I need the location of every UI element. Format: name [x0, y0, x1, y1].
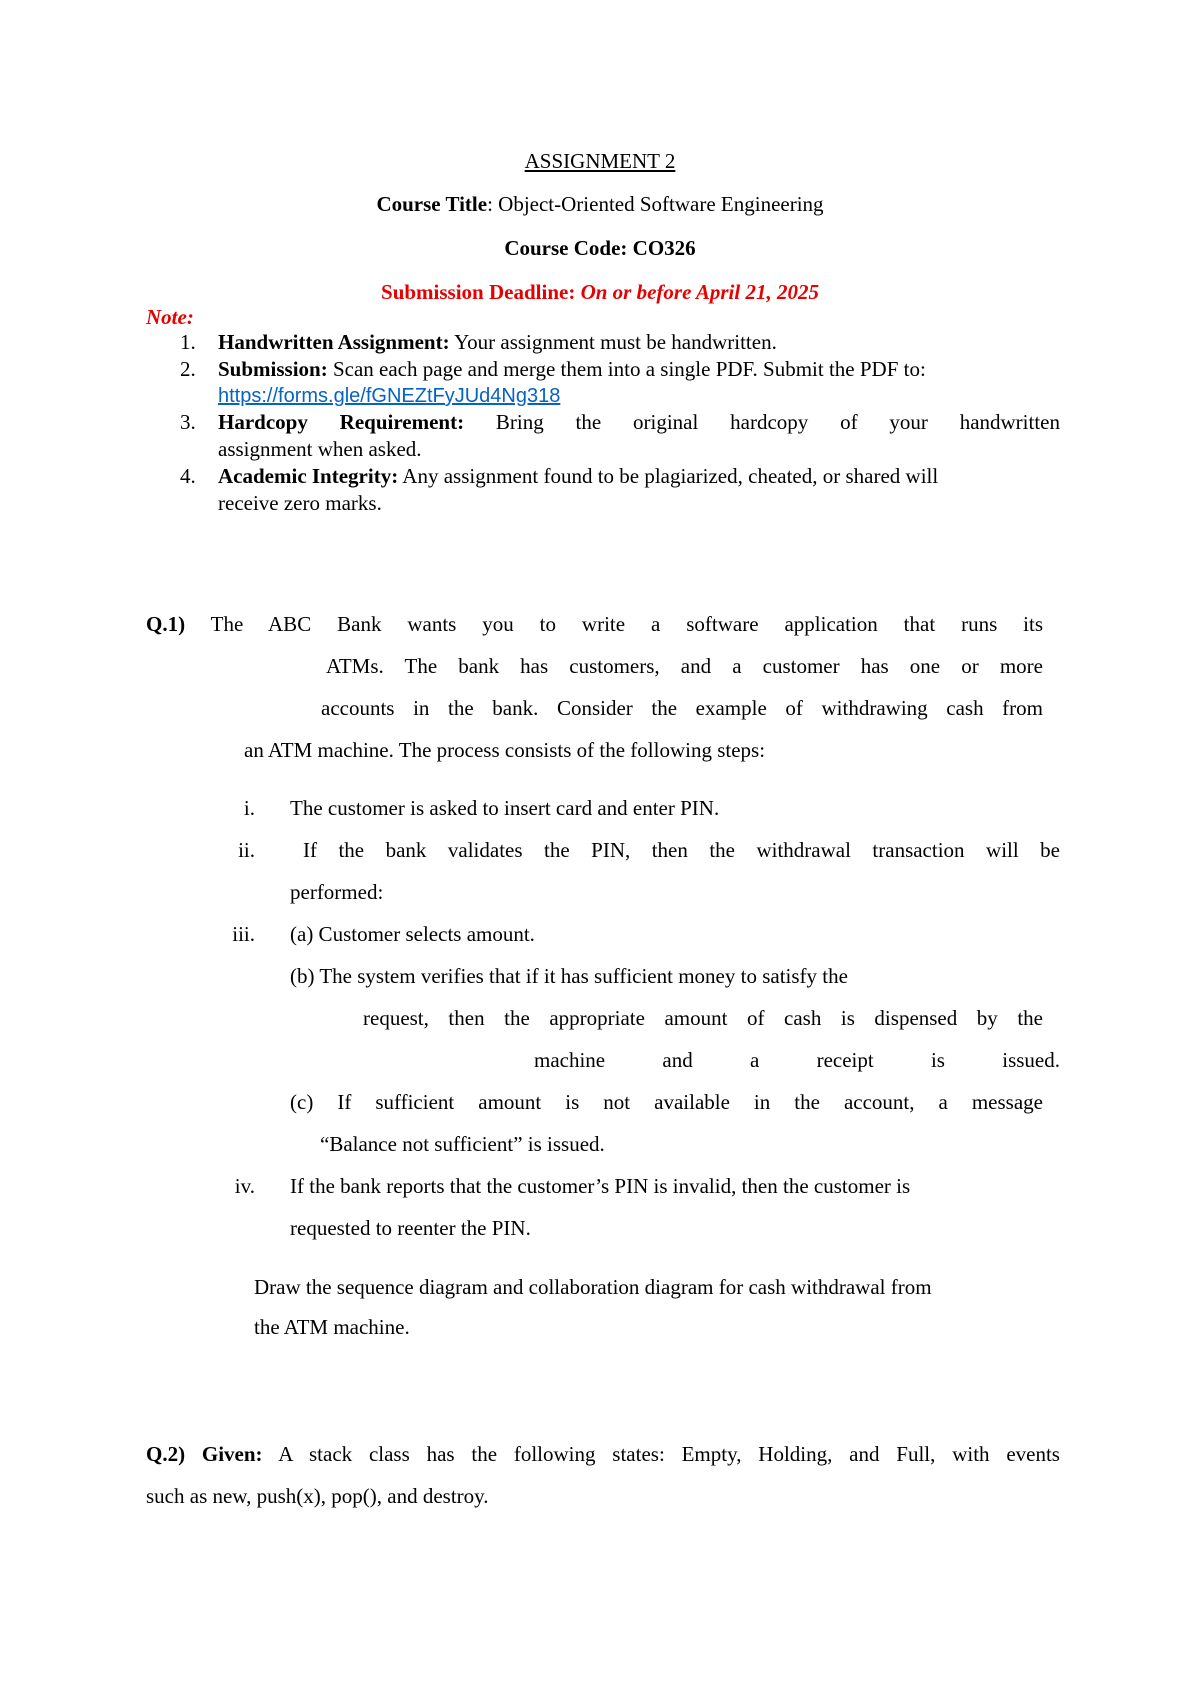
q1-intro-line3: accounts in the bank. Consider the example of withdrawing cash from: [321, 696, 1043, 720]
course-title-value: : Object-Oriented Software Engineering: [487, 192, 824, 216]
step-ii-number: ii.: [238, 838, 255, 862]
note-item-2-number: 2.: [180, 357, 196, 381]
assignment-title: ASSIGNMENT 2: [524, 149, 676, 173]
note-item-3-line1: [218, 409, 1060, 435]
course-title: [0, 191, 1200, 217]
step-iii-c-line2: “Balance not sufficient” is issued.: [320, 1132, 605, 1156]
note-item-3-number: 3.: [180, 410, 196, 434]
step-iii-number: iii.: [232, 922, 255, 946]
course-title-label: Course Title: [376, 192, 488, 216]
note-item-1-text: Your assignment must be handwritten.: [449, 330, 777, 354]
submission-deadline: [0, 279, 1200, 305]
note-item-4-line1: [218, 463, 938, 489]
step-ii-line1: If the bank validates the PIN, then the withdrawal transaction will be: [303, 838, 1060, 862]
step-iv-line2: requested to reenter the PIN.: [290, 1216, 531, 1240]
q1-intro-text-line1: The ABC Bank wants you to write a software application that runs its: [185, 612, 1043, 636]
q2-label: Q.2) Given:: [146, 1442, 263, 1466]
note-item-2-text: Scan each page and merge them into a single PDF. Submit the PDF to:: [327, 357, 926, 381]
note-item-3-label: Hardcopy Requirement:: [218, 410, 465, 434]
course-code-value: CO326: [627, 236, 696, 260]
note-label: Note:: [146, 305, 194, 329]
q2-line2: such as new, push(x), pop(), and destroy.: [146, 1484, 489, 1508]
course-code-label: Course Code:: [504, 236, 628, 260]
q2-text-line1: A stack class has the following states: Empty, Holding, and Full, with events: [262, 1442, 1060, 1466]
note-item-4-text-line2: receive zero marks.: [218, 491, 382, 515]
note-item-4-label: Academic Integrity:: [218, 464, 399, 488]
q1-intro-line4: an ATM machine. The process consists of the following steps:: [244, 738, 766, 762]
step-ii-line2: performed:: [290, 880, 384, 904]
q1-task-line1: Draw the sequence diagram and collaboration diagram for cash withdrawal from: [254, 1275, 932, 1299]
deadline-label: Submission Deadline:: [381, 280, 576, 304]
step-iv-number: iv.: [234, 1174, 255, 1198]
note-item-4-text-line1: Any assignment found to be plagiarized, cheated, or shared will: [398, 464, 939, 488]
note-item-1-number: 1.: [180, 330, 196, 354]
step-iv-line1: If the bank reports that the customer’s PIN is invalid, then the customer is: [290, 1174, 911, 1198]
course-code: [0, 235, 1200, 261]
note-item-2-label: Submission:: [218, 357, 328, 381]
note-item-1-label: Handwritten Assignment:: [218, 330, 450, 354]
note-item-1: [218, 329, 777, 355]
note-item-4-number: 4.: [180, 464, 196, 488]
q2-line1: [146, 1441, 1060, 1467]
step-i-text: The customer is asked to insert card and enter PIN.: [290, 796, 720, 820]
step-iii-b-line1: (b) The system verifies that if it has sufficient money to satisfy the: [290, 964, 848, 988]
step-iii-b-line2: request, then the appropriate amount of cash is dispensed by the: [363, 1006, 1043, 1030]
step-iii-c-line1: (c) If sufficient amount is not available in the account, a message: [290, 1090, 1043, 1114]
note-item-2-link-line: [218, 382, 560, 409]
q1-intro-line1: [146, 611, 1043, 637]
q1-label: Q.1): [146, 612, 186, 636]
step-iii-a: (a) Customer selects amount.: [290, 922, 535, 946]
step-i-number: i.: [243, 796, 255, 820]
deadline-value: On or before April 21, 2025: [575, 280, 819, 304]
submission-form-link[interactable]: https://forms.gle/fGNEZtFyJUd4Ng318: [218, 385, 561, 407]
q1-intro-line2: ATMs. The bank has customers, and a customer has one or more: [326, 654, 1043, 678]
q1-task-line2: the ATM machine.: [254, 1315, 410, 1339]
note-item-2: [218, 356, 926, 382]
note-item-3-text-line1: Bring the original hardcopy of your handwritten: [464, 410, 1060, 434]
note-item-3-text-line2: assignment when asked.: [218, 437, 422, 461]
step-iii-b-line3: machine and a receipt is issued.: [534, 1048, 1060, 1072]
